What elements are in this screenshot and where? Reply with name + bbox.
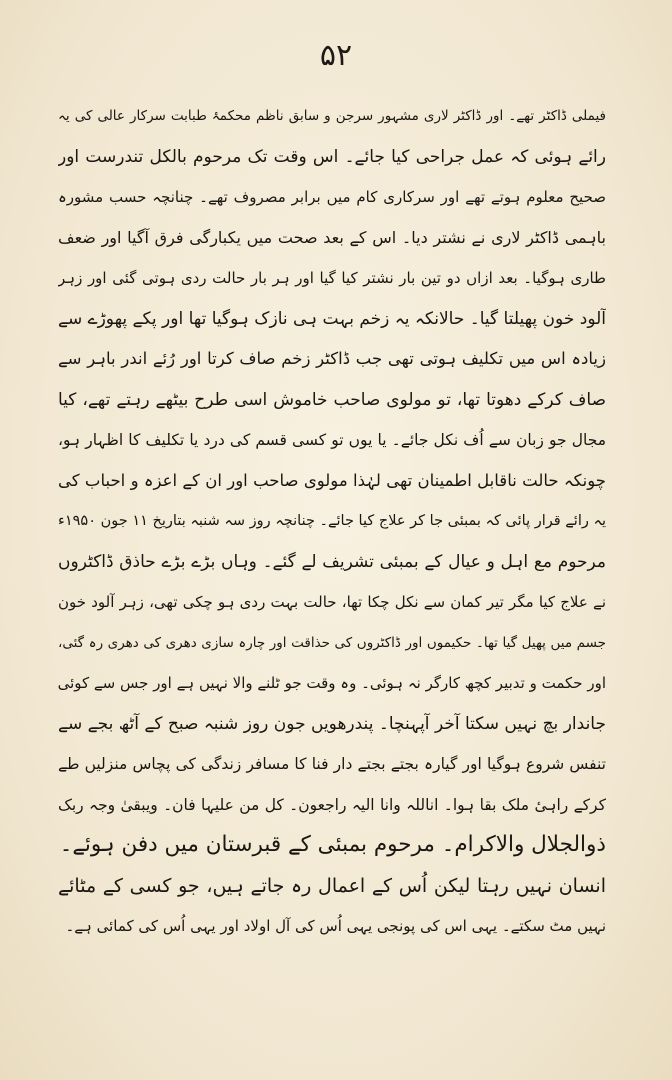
text-line: صحیح معلوم ہوتے تھے اور سرکاری کام میں برابر مصروف تھے۔ چنانچہ حسب مشورہ <box>58 188 606 206</box>
text-line: نے علاج کیا مگر تیر کمان سے نکل چکا تھا، حالت بہت ردی ہو چکی تھی، زہر آلود خون <box>58 593 606 611</box>
text-line: صاف کرکے دھوتا تھا، تو مولوی صاحب خاموش اسی طرح بیٹھے رہتے تھے، کیا <box>58 389 606 410</box>
text-line: چونکہ حالت ناقابل اطمینان تھی لہٰذا مولوی صاحب اور ان کے اعزہ و احباب کی <box>58 470 606 490</box>
text-line: اور حکمت و تدبیر کچھ کارگر نہ ہوئی۔ وہ وقت جو ٹلنے والا نہیں ہے اور جس سے کوئی <box>58 674 606 692</box>
text-line: فیملی ڈاکٹر تھے۔ اور ڈاکٹر لاری مشہور سرجن و سابق ناظم محکمۂ طبابت سرکار عالی کی یہ <box>58 108 606 124</box>
text-line: رائے ہوئی کہ عمل جراحی کیا جائے۔ اس وقت تک مرحوم بالکل تندرست اور <box>58 146 606 167</box>
body-text <box>58 96 606 947</box>
text-line: مجال جو زبان سے اُف نکل جائے۔ یا یوں تو کسی قسم کی درد یا تکلیف کا اظہار ہو، <box>58 431 606 449</box>
text-line: تنفس شروع ہوگیا اور گیارہ بجتے بجتے دار فنا کا مسافر زندگی کی پچاس منزلیں طے <box>58 755 606 773</box>
text-line: طاری ہوگیا۔ بعد ازاں دو تین بار نشتر کیا گیا اور ہر بار حالت ردی ہوتی گئی اور زہر <box>58 269 606 287</box>
text-line: باہمی ڈاکٹر لاری نے نشتر دیا۔ اس کے بعد صحت میں یکبارگی فرق آگیا اور ضعف <box>58 227 606 247</box>
text-line: یہ رائے قرار پائی کہ بمبئی جا کر علاج کیا جائے۔ چنانچہ روز سہ شنبہ بتاریخ ۱۱ جون ۱۹۵۰ء <box>58 513 606 529</box>
page-number: ۵۲ <box>319 38 353 73</box>
text-line: مرحوم مع اہل و عیال کے بمبئی تشریف لے گئے۔ وہاں بڑے بڑے حاذق ڈاکٹروں <box>58 551 606 572</box>
text-line: جسم میں پھیل گیا تھا۔ حکیموں اور ڈاکٹروں کی حذاقت اور چارہ سازی دھری کی دھری رہ گئی، <box>58 634 606 651</box>
text-line: زیادہ اس میں تکلیف ہوتی تھی جب ڈاکٹر زخم صاف کرتا اور رُئے اندر باہر سے <box>58 349 606 368</box>
text-line: انسان نہیں رہتا لیکن اُس کے اعمال رہ جاتے ہیں، جو کسی کے مٹائے <box>58 874 606 897</box>
text-line: جاندار بچ نہیں سکتا آخر آپہنچا۔ پندرھویں جون روز شنبہ صبح کے آٹھ بجے سے <box>58 713 606 734</box>
text-line: آلود خون پھیلتا گیا۔ حالانکہ یہ زخم بہت ہی نازک ہوگیا تھا اور پکے پھوڑے سے <box>58 308 606 329</box>
paragraph-end-line: ذوالجلال والاکرام۔ مرحوم بمبئی کے قبرستان میں دفن ہوئے۔ <box>59 832 606 857</box>
text-line: کرکے راہیٔ ملک بقا ہوا۔ اناللہ وانا الیہ راجعون۔ کل من علیہا فان۔ ویبقیٰ وجہ ربک <box>58 795 606 814</box>
paragraph-end-line: نہیں مٹ سکتے۔ یہی اس کی پونجی یہی اُس کی آل اولاد اور یہی اُس کی کمائی ہے۔ <box>65 917 606 935</box>
